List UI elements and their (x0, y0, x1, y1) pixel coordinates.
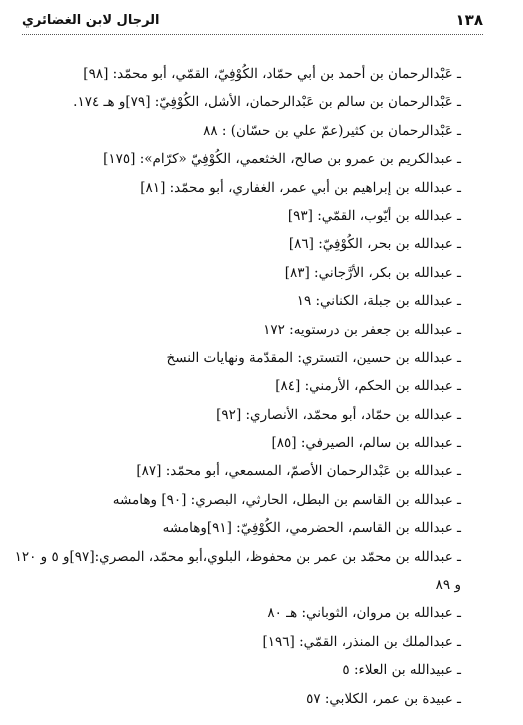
index-entry: ـ عبدالله بن مروان، الثوباني: هـ ٨٠ (267, 605, 461, 622)
index-entry: ـ عَبْدالرحمان بن سالم بن عَبْدالرحمان، الأشل، الكُوْفِيّ: [٧٩]و هـ ١٧٤. (73, 94, 461, 111)
index-entry: ـ عبدالله بن إبراهيم بن أبي عمر، الغفاري، أبو محمّد: [٨١] (140, 179, 461, 196)
index-entry: ـ عبدالله بن جعفر بن درستويه: ١٧٢ (263, 321, 461, 338)
page-number: ١٣٨ (455, 11, 483, 29)
index-entries (14, 60, 461, 713)
index-entry: ـ عبدالله بن الحكم، الأرمني: [٨٤] (275, 378, 461, 395)
running-title: الرجال لابن الغضائري (22, 12, 160, 28)
index-entry: ـ عبدالله بن أيّوب، القمّي: [٩٣] (287, 207, 461, 224)
index-entry: ـ عبدالله بن القاسم بن البطل، الحارثي، البصري: [٩٠] وهامشه (112, 491, 461, 508)
index-entry: ـ عبدالله بن القاسم، الحضرمي، الكُوْفِيّ: [٩١]وهامشه (162, 520, 461, 537)
index-entry: ـ عبيدة بن عمر، الكلابي: ٥٧ (306, 690, 461, 707)
index-entry: ـ عبدالله بن محمّد بن عمر بن محفوظ، البلوي،أبو محمّد، المصري:[٩٧]و ٥ و ١٢٠ (14, 548, 461, 565)
index-entry: ـ عبدالله بن بكر، الأرَّجاني: [٨٣] (284, 264, 461, 281)
index-entry-continuation: و ٨٩ (435, 577, 461, 594)
index-entry: ـ عبدالله بن حسين، التستري: المقدّمة ونهايات النسخ (166, 349, 461, 366)
page-header (22, 6, 483, 35)
index-entry: ـ عبدالله بن جبلة، الكناني: ١٩ (296, 293, 461, 310)
index-entry: ـ عبدالله بن عَبْدالرحمان الأصمّ، المسمعي، أبو محمّد: [٨٧] (136, 463, 461, 480)
index-entry: ـ عبيدالله بن العلاء: ٥ (342, 662, 461, 679)
index-entry: ـ عبدالله بن بحر، الكُوْفِيّ: [٨٦] (288, 236, 461, 253)
index-entry: ـ عبدالله بن حمّاد، أبو محمّد، الأنصاري: [٩٢] (216, 406, 461, 423)
index-entry: ـ عبدالملك بن المنذر، القمّي: [١٩٦] (262, 633, 461, 650)
index-entry: ـ عَبْدالرحمان بن أحمد بن أبي حمّاد، الكُوْفِيّ، القمّي، أبو محمّد: [٩٨] (83, 66, 461, 82)
index-entry: ـ عَبْدالرحمان بن كثير(عمّ علي بن حسّان) : ٨٨ (203, 122, 461, 139)
index-entry: ـ عبدالكريم بن عمرو بن صالح، الخثعمي، الكُوْفِيّ «كرّام»: [١٧٥] (103, 151, 461, 168)
index-entry: ـ عبدالله بن سالم، الصيرفي: [٨٥] (271, 435, 461, 452)
